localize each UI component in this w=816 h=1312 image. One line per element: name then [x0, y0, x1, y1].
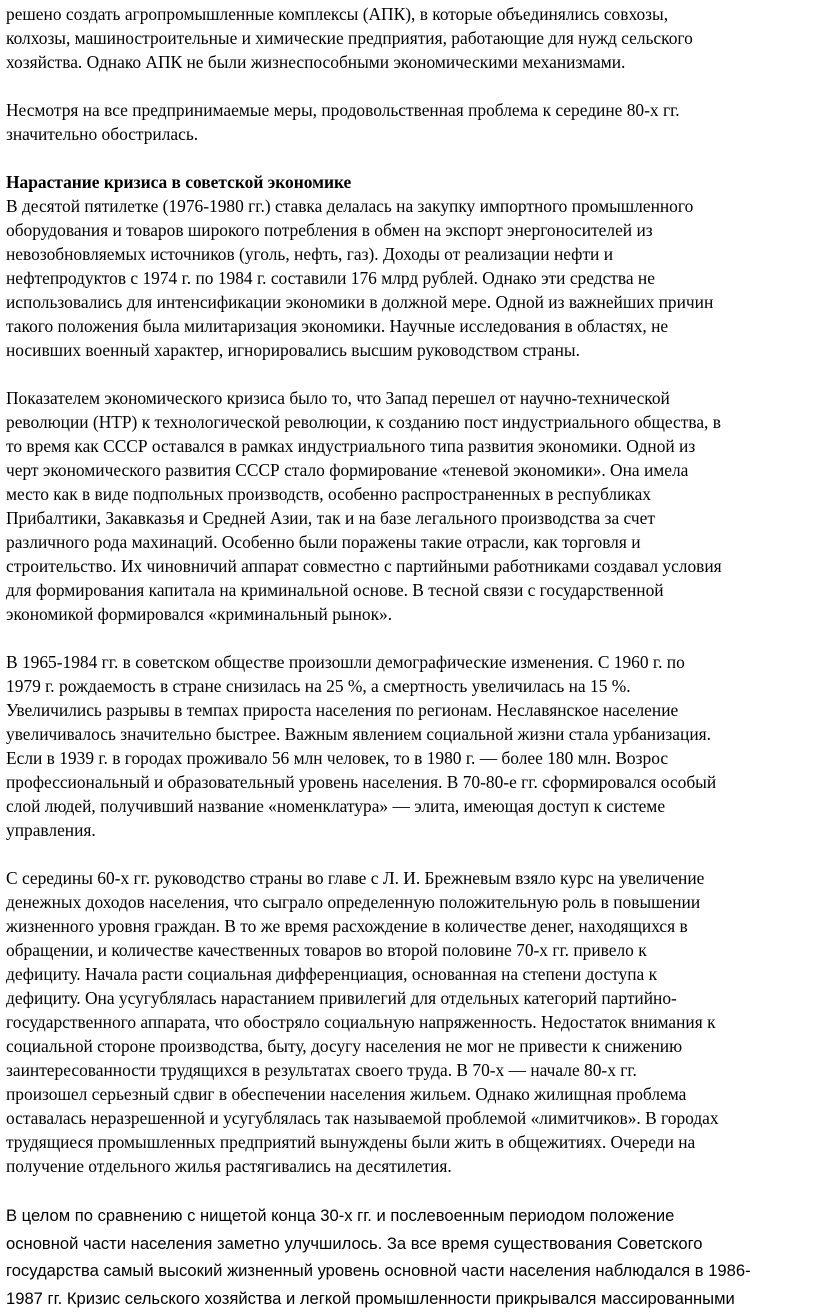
text-line: слой людей, получивший название «номенклатура» — элита, имеющая доступ к системе — [6, 794, 814, 818]
text-line: Если в 1939 г. в городах проживало 56 млн человек, то в 1980 г. — более 180 млн. Возрос — [6, 746, 814, 770]
text-line: государства самый высокий жизненный уровень основной части населения наблюдался в 1986- — [6, 1257, 814, 1285]
text-line: строительство. Их чиновничий аппарат совместно с партийными работниками создавал условия — [6, 554, 814, 578]
text-line: оборудования и товаров широкого потребления в обмен на экспорт энергоносителей из — [6, 218, 814, 242]
text-line: Несмотря на все предпринимаемые меры, продовольственная проблема к середине 80-х гг. — [6, 98, 814, 122]
text-line: обращении, и количестве качественных товаров во второй половине 70-х гг. привело к — [6, 938, 814, 962]
text-line: трудящиеся промышленных предприятий вынуждены были жить в общежитиях. Очереди на — [6, 1130, 814, 1154]
text-line: дефициту. Начала расти социальная дифференциация, основанная на степени доступа к — [6, 962, 814, 986]
text-line: жизненного уровня граждан. В то же время расхождение в количестве денег, находящихся в — [6, 914, 814, 938]
paragraph-demography — [6, 650, 814, 842]
text-line: социальной стороне производства, быту, досугу населения не мог не привести к снижению — [6, 1034, 814, 1058]
text-line: то время как СССР оставался в рамках индустриального типа развития экономики. Одной из — [6, 434, 814, 458]
text-line: экономикой формировался «криминальный рынок». — [6, 602, 814, 626]
paragraph-overall-improvement — [6, 1202, 814, 1312]
text-line: Увеличились разрывы в темпах прироста населения по регионам. Неславянское население — [6, 698, 814, 722]
text-line: Показателем экономического кризиса было то, что Запад перешел от научно-технической — [6, 386, 814, 410]
text-line: основной части населения заметно улучшилось. За все время существования Советского — [6, 1230, 814, 1258]
text-line: такого положения была милитаризация экономики. Научные исследования в областях, не — [6, 314, 814, 338]
section-heading: Нарастание кризиса в советской экономике — [6, 170, 814, 194]
text-line: Прибалтики, Закавказья и Средней Азии, так и на базе легального производства за счет — [6, 506, 814, 530]
text-line: различного рода махинаций. Особенно были поражены такие отрасли, как торговля и — [6, 530, 814, 554]
paragraph-food-problem — [6, 98, 814, 146]
text-line: хозяйства. Однако АПК не были жизнеспособными экономическими механизмами. — [6, 50, 814, 74]
text-line: место как в виде подпольных производств, особенно распространенных в республиках — [6, 482, 814, 506]
document-page — [6, 2, 814, 1312]
text-line: оставалась неразрешенной и усугублялась так называемой проблемой «лимитчиков». В городах — [6, 1106, 814, 1130]
text-line: В целом по сравнению с нищетой конца 30-х гг. и послевоенным периодом положение — [6, 1202, 814, 1230]
text-line: управления. — [6, 818, 814, 842]
text-line: колхозы, машиностроительные и химические предприятия, работающие для нужд сельского — [6, 26, 814, 50]
text-line: С середины 60-х гг. руководство страны во главе с Л. И. Брежневым взяло курс на увеличение — [6, 866, 814, 890]
paragraph-economic-crisis — [6, 170, 814, 362]
text-line: произошел серьезный сдвиг в обеспечении населения жильем. Однако жилищная проблема — [6, 1082, 814, 1106]
text-line: В десятой пятилетке (1976-1980 гг.) ставка делалась на закупку импортного промышленного — [6, 194, 814, 218]
text-line: значительно обострилась. — [6, 122, 814, 146]
text-line: революции (НТР) к технологической революции, к созданию пост индустриального общества, в — [6, 410, 814, 434]
text-line: 1979 г. рождаемость в стране снизилась на 25 %, а смертность увеличилась на 15 %. — [6, 674, 814, 698]
text-line: для формирования капитала на криминальной основе. В тесной связи с государственной — [6, 578, 814, 602]
text-line: носивших военный характер, игнорировались высшим руководством страны. — [6, 338, 814, 362]
text-line: невозобновляемых источников (уголь, нефть, газ). Доходы от реализации нефти и — [6, 242, 814, 266]
text-line: нефтепродуктов с 1974 г. по 1984 г. составили 176 млрд рублей. Однако эти средства не — [6, 266, 814, 290]
text-line: 1987 гг. Кризис сельского хозяйства и легкой промышленности прикрывался массированными — [6, 1285, 814, 1312]
text-line: решено создать агропромышленные комплексы (АПК), в которые объединялись совхозы, — [6, 2, 814, 26]
text-line: профессиональный и образовательный уровень населения. В 70-80-е гг. сформировался особый — [6, 770, 814, 794]
paragraph-agro-complexes — [6, 2, 814, 74]
text-line: денежных доходов населения, что сыграло определенную положительную роль в повышении — [6, 890, 814, 914]
text-line: государственного аппарата, что обостряло социальную напряженность. Недостаток внимания к — [6, 1010, 814, 1034]
text-line: заинтересованности трудящихся в результатах своего труда. В 70-х — начале 80-х гг. — [6, 1058, 814, 1082]
text-line: дефициту. Она усугублялась нарастанием привилегий для отдельных категорий партийно- — [6, 986, 814, 1010]
text-line: увеличивалось значительно быстрее. Важным явлением социальной жизни стала урбанизация. — [6, 722, 814, 746]
paragraph-shadow-economy — [6, 386, 814, 626]
text-line: В 1965-1984 гг. в советском обществе произошли демографические изменения. С 1960 г. по — [6, 650, 814, 674]
text-line: черт экономического развития СССР стало формирование «теневой экономики». Она имела — [6, 458, 814, 482]
text-line: использовались для интенсификации экономики в должной мере. Одной из важнейших причин — [6, 290, 814, 314]
text-line: получение отдельного жилья растягивались на десятилетия. — [6, 1154, 814, 1178]
paragraph-living-standards — [6, 866, 814, 1178]
